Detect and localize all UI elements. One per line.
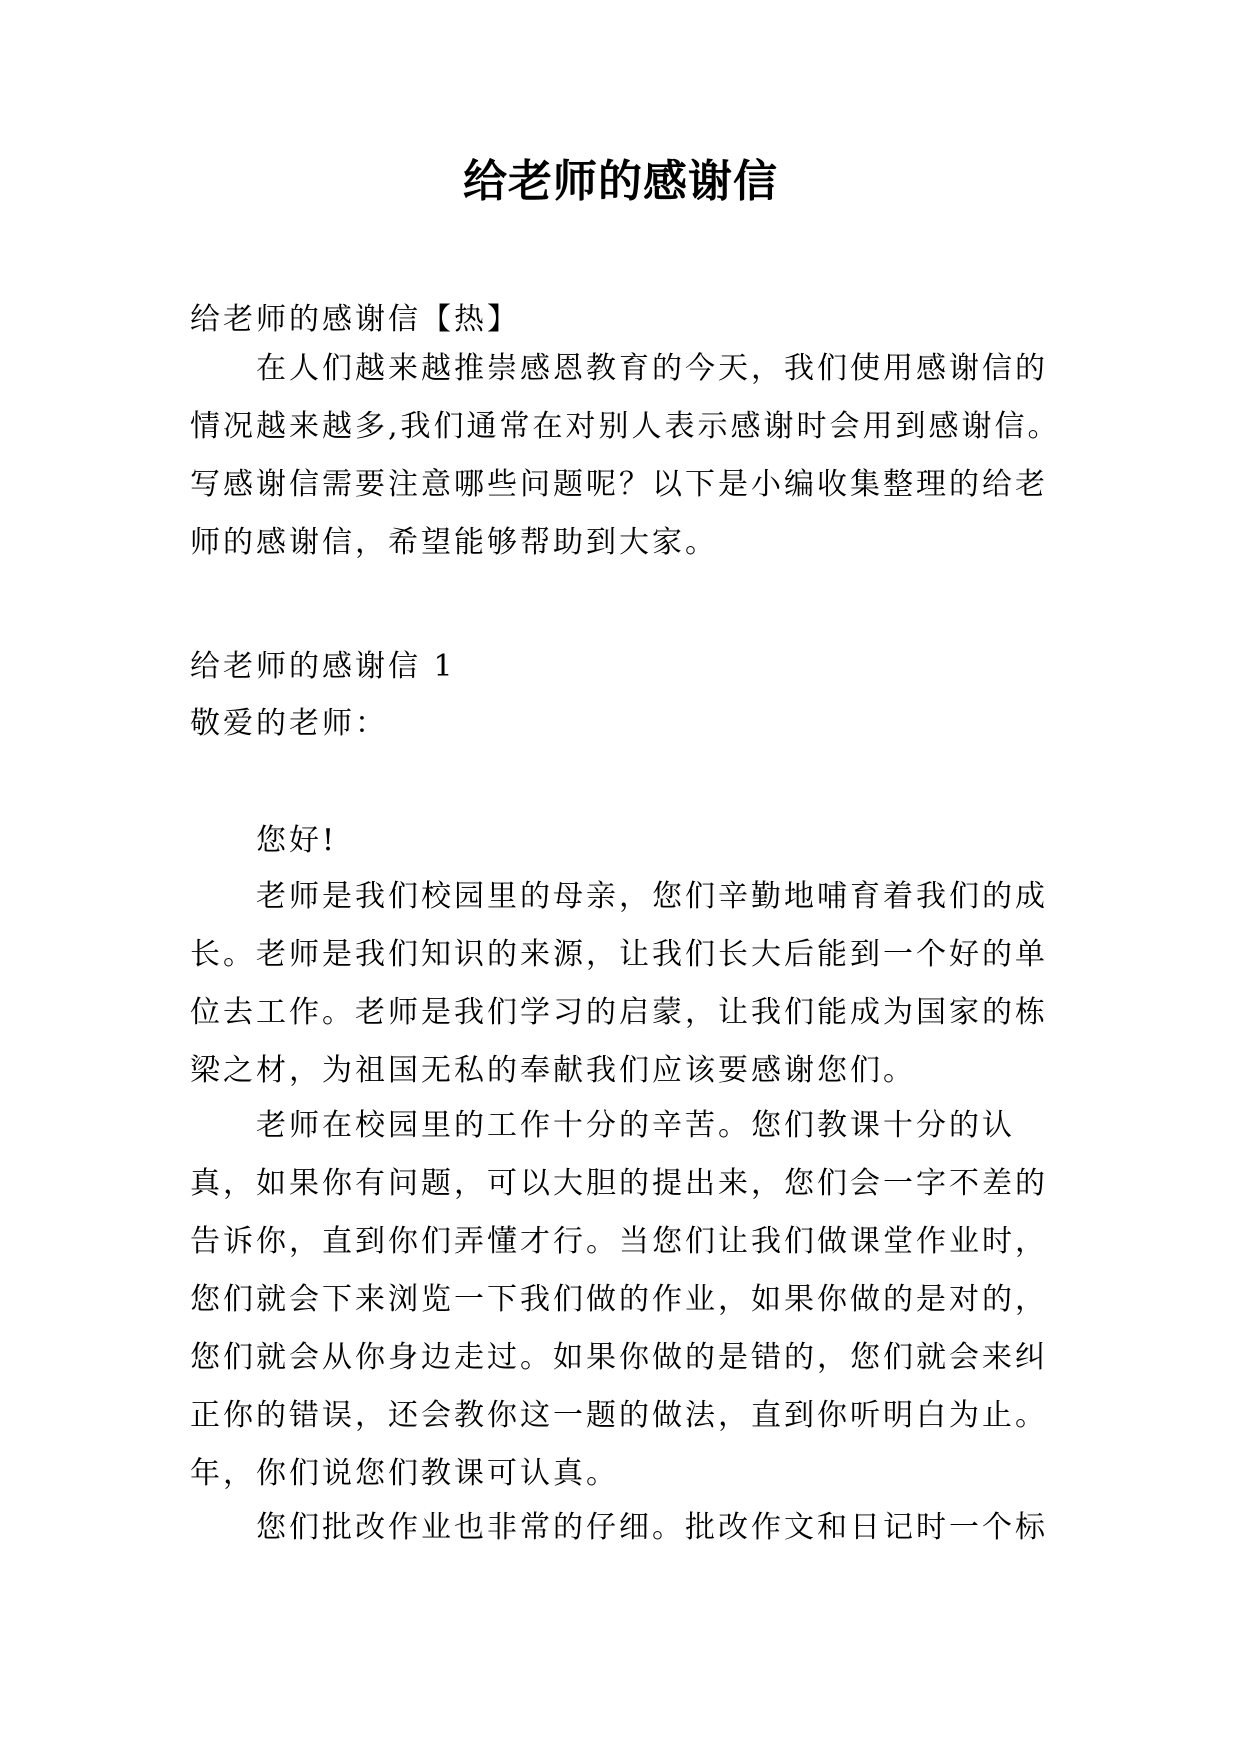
body-paragraph: 老师是我们校园里的母亲，您们辛勤地哺育着我们的成长。老师是我们知识的来源，让我们长大后能到一个好的单位去工作。老师是我们学习的启蒙，让我们能成为国家的栋梁之材，为祖国无私的奉献我们应该要感谢您们。 <box>190 879 1048 1088</box>
greeting: 您好! <box>256 823 338 858</box>
body-paragraph: 您们批改作业也非常的仔细。批改作文和日记时一个标 <box>256 1510 1048 1545</box>
article-subtitle: 给老师的感谢信【热】 <box>190 302 520 337</box>
intro-paragraph: 在人们越来越推崇感恩教育的今天，我们使用感谢信的情况越来越多,我们通常在对别人表示感谢时会用到感谢信。写感谢信需要注意哪些问题呢？以下是小编收集整理的给老师的感谢信，希望能够帮助到大家。 <box>190 351 1061 560</box>
salutation: 敬爱的老师： <box>190 706 388 741</box>
page-title: 给老师的感谢信 <box>463 156 778 207</box>
letter-heading: 给老师的感谢信 1 <box>190 649 456 684</box>
body-paragraph: 老师在校园里的工作十分的辛苦。您们教课十分的认真，如果你有问题，可以大胆的提出来，您们会一字不差的告诉你，直到你们弄懂才行。当您们让我们做课堂作业时，您们就会下来浏览一下我们做的作业，如果你做的是对的，您们就会从你身边走过。如果你做的是错的，您们就会来纠正你的错误，还会教你这一题的做法，直到你听明白为止。年，你们说您们教课可认真。 <box>190 1108 1048 1491</box>
